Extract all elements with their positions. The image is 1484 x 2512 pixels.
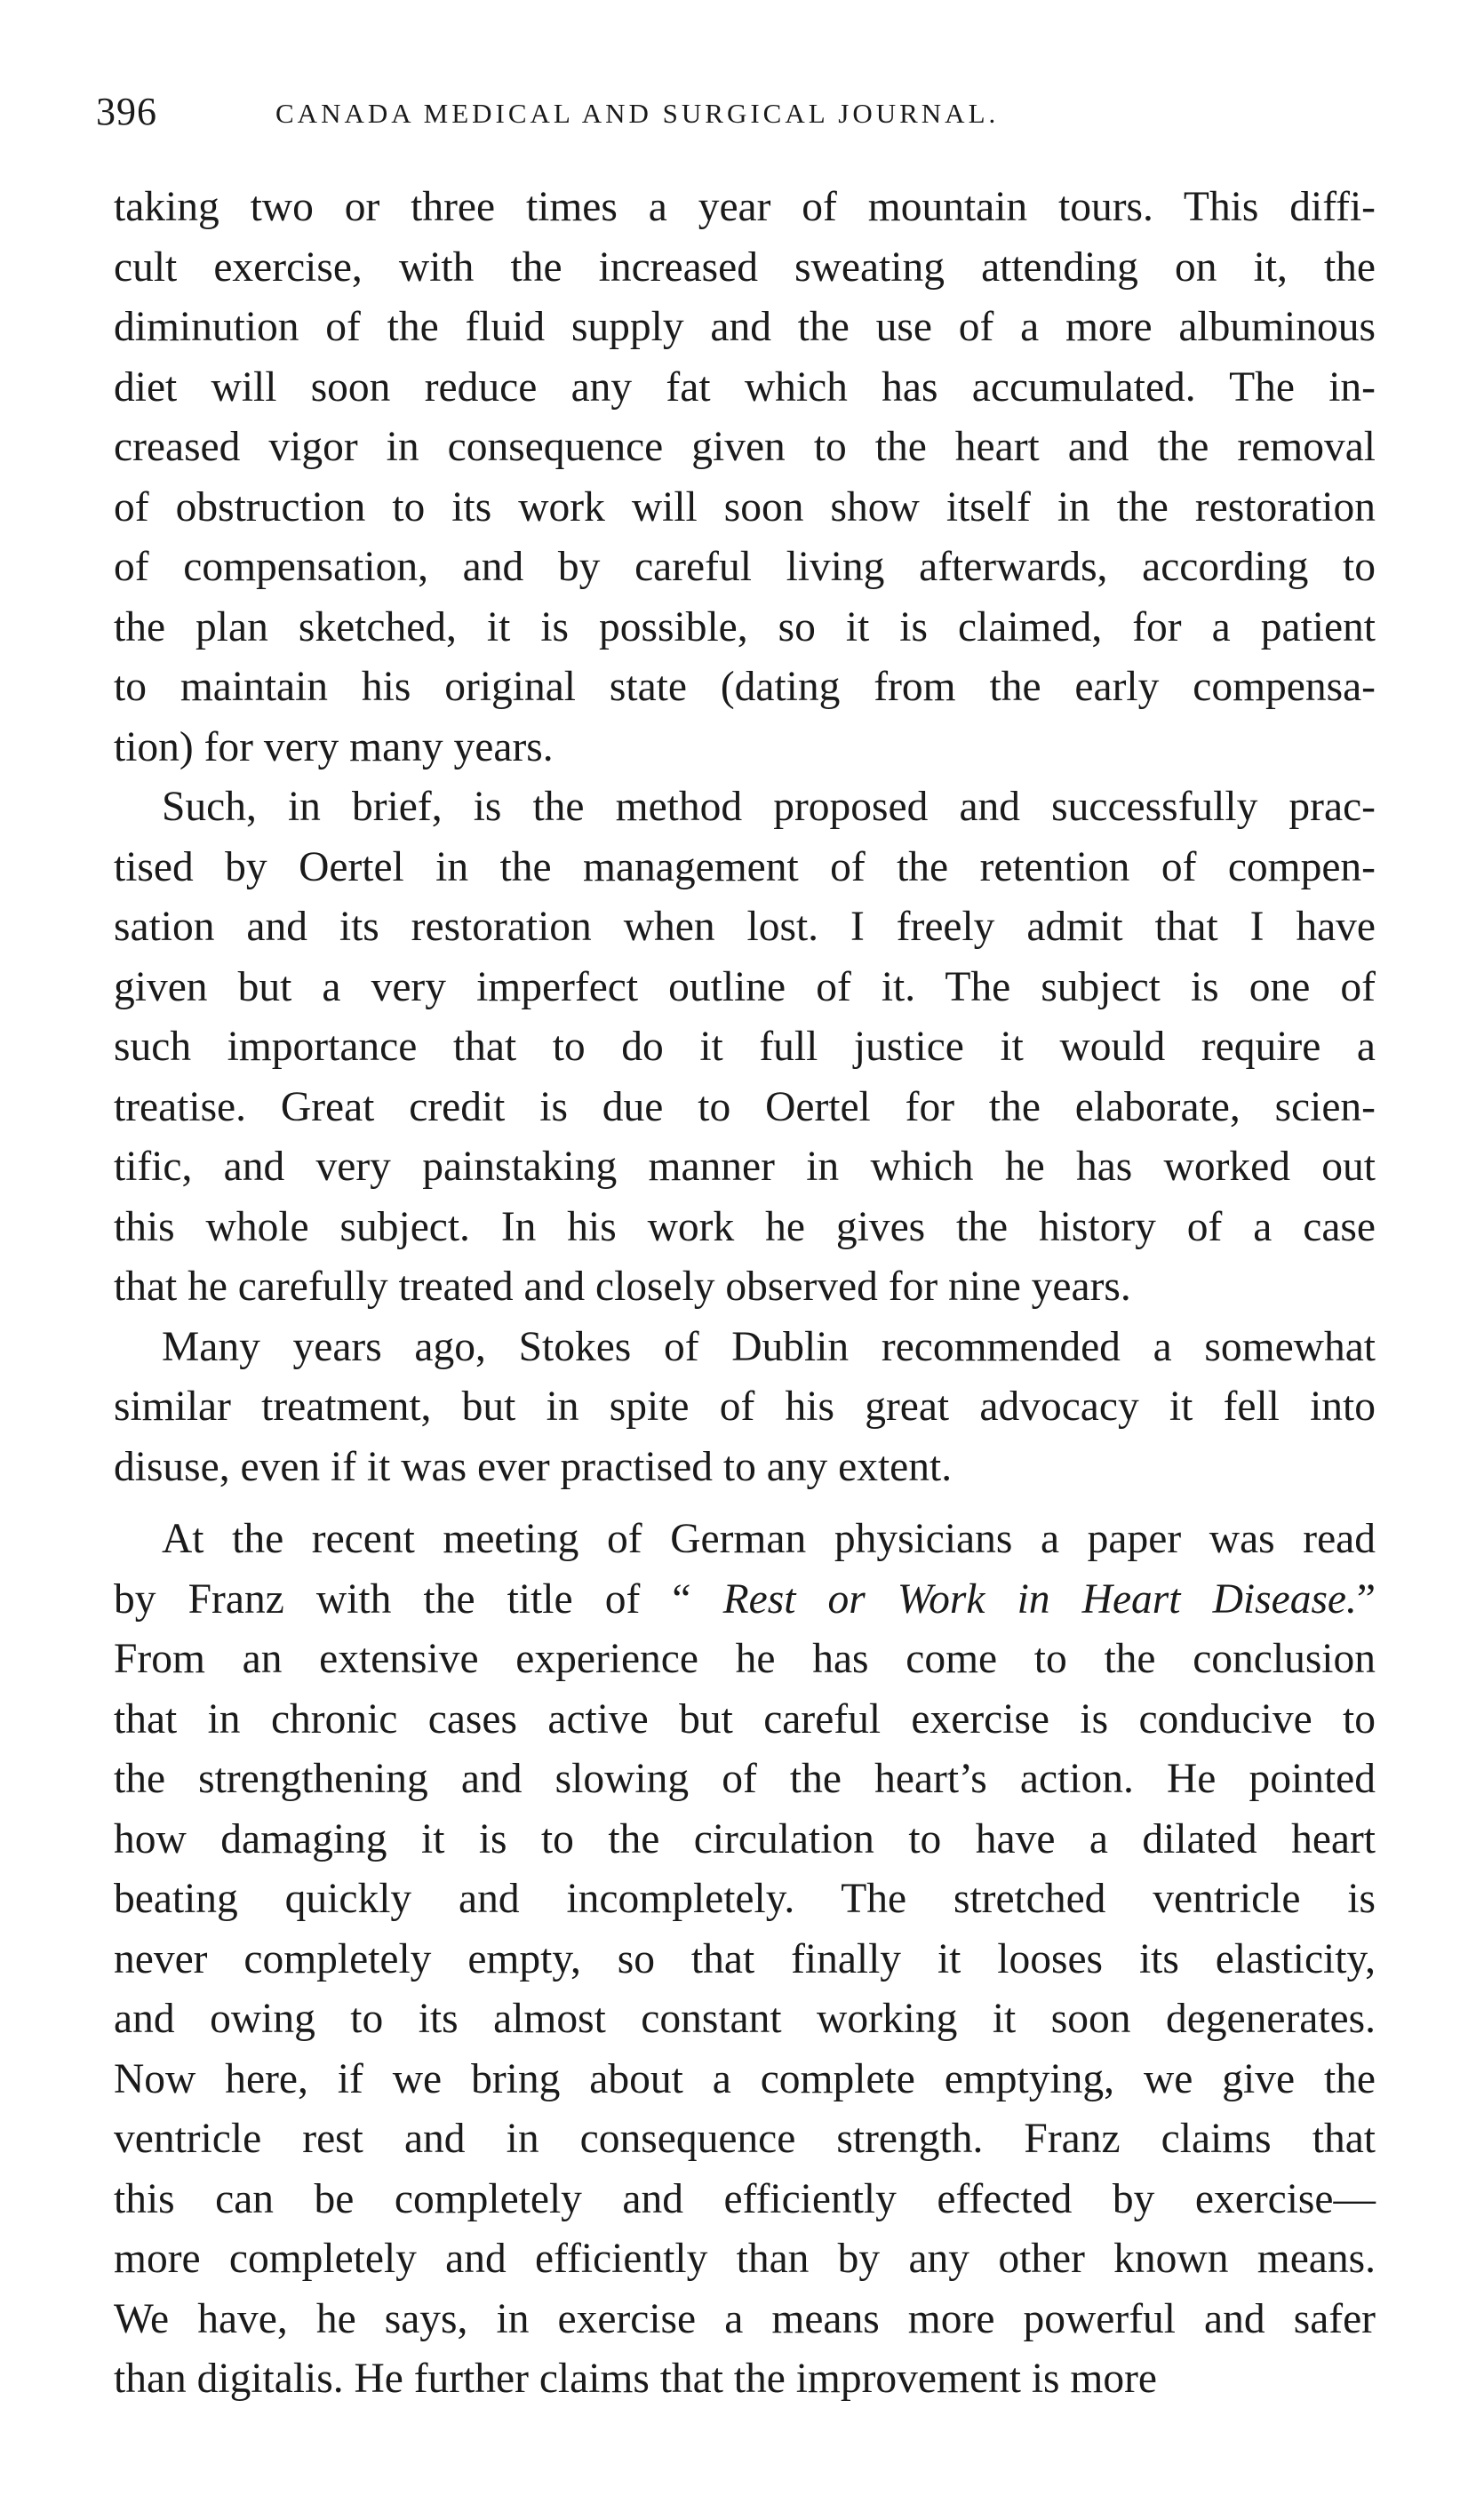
text-line: tific, and very painstaking manner in which he has worked out bbox=[114, 1144, 1376, 1190]
text-line: Such, in brief, is the method proposed and successfully prac- bbox=[162, 784, 1376, 830]
text-line: that in chronic cases active but careful exercise is conducive to bbox=[114, 1695, 1376, 1742]
article-body bbox=[114, 178, 1376, 2410]
text-line: of compensation, and by careful living afterwards, according to bbox=[114, 544, 1376, 590]
text-line: disuse, even if it was ever practised to any extent. bbox=[114, 1443, 953, 1490]
text-line: Many years ago, Stokes of Dublin recommended a somewhat bbox=[162, 1323, 1376, 1370]
text-line: given but a very imperfect outline of it. The subject is one of bbox=[114, 963, 1376, 1010]
text-line: diminution of the fluid supply and the use of a more albuminous bbox=[114, 304, 1376, 350]
text-line: the strengthening and slowing of the heart’s action. He pointed bbox=[114, 1756, 1376, 1802]
text-line: tised by Oertel in the management of the retention of compen- bbox=[114, 843, 1376, 890]
text-line: to maintain his original state (dating from the early compensa- bbox=[114, 664, 1376, 710]
page-number: 396 bbox=[96, 90, 157, 133]
text-line: sation and its restoration when lost. I freely admit that I have bbox=[114, 904, 1376, 950]
text-line: similar treatment, but in spite of his great advocacy it fell into bbox=[114, 1384, 1376, 1430]
paragraph bbox=[114, 178, 1376, 778]
text-line: cult exercise, with the increased sweating attending on it, the bbox=[114, 243, 1376, 291]
text-line: such importance that to do it full justice it would require a bbox=[114, 1024, 1376, 1070]
text-line: this whole subject. In his work he gives the history of a case bbox=[114, 1203, 1376, 1250]
text-line: At the recent meeting of German physicians a paper was read bbox=[162, 1516, 1376, 1562]
paragraph bbox=[114, 778, 1376, 1318]
text-line: than digitalis. He further claims that the improvement is more bbox=[114, 2356, 1158, 2402]
text-line: and owing to its almost constant working it soon degenerates. bbox=[114, 1996, 1376, 2042]
text-line: From an extensive experience he has come to the conclusion bbox=[114, 1636, 1376, 1682]
paragraph bbox=[114, 1318, 1376, 1498]
paragraph bbox=[114, 1510, 1376, 2410]
text-line: We have, he says, in exercise a means more powerful and safer bbox=[114, 2295, 1376, 2342]
running-head bbox=[96, 89, 1367, 142]
text-line: beating quickly and incompletely. The stretched ventricle is bbox=[114, 1876, 1376, 1922]
text-line: diet will soon reduce any fat which has accumulated. The in- bbox=[114, 363, 1376, 411]
text-line: creased vigor in consequence given to the heart and the removal bbox=[114, 424, 1376, 470]
text-line: treatise. Great credit is due to Oertel for the elaborate, scien- bbox=[114, 1083, 1376, 1130]
journal-title: CANADA MEDICAL AND SURGICAL JOURNAL. bbox=[275, 98, 1000, 129]
text-line: that he carefully treated and closely observed for nine years. bbox=[114, 1264, 1131, 1310]
text-line: Now here, if we bring about a complete emptying, we give the bbox=[114, 2055, 1376, 2102]
text-line: how damaging it is to the circulation to have a dilated heart bbox=[114, 1815, 1376, 1862]
text-line: of obstruction to its work will soon show itself in the restoration bbox=[114, 483, 1376, 530]
text-line: this can be completely and efficiently effected by exercise— bbox=[114, 2175, 1376, 2222]
text-line: tion) for very many years. bbox=[114, 723, 554, 770]
text-line: more completely and efficiently than by any other known means. bbox=[114, 2236, 1376, 2282]
text-line: taking two or three times a year of mountain tours. This diffi- bbox=[114, 184, 1376, 230]
text-line: ventricle rest and in consequence strength. Franz claims that bbox=[114, 2116, 1376, 2162]
text-line: the plan sketched, it is possible, so it is claimed, for a patient bbox=[114, 603, 1376, 650]
text-line: never completely empty, so that finally it looses its elasticity, bbox=[114, 1935, 1376, 1982]
text-line: by Franz with the title of “ Rest or Work in Heart Disease.” bbox=[114, 1575, 1376, 1623]
